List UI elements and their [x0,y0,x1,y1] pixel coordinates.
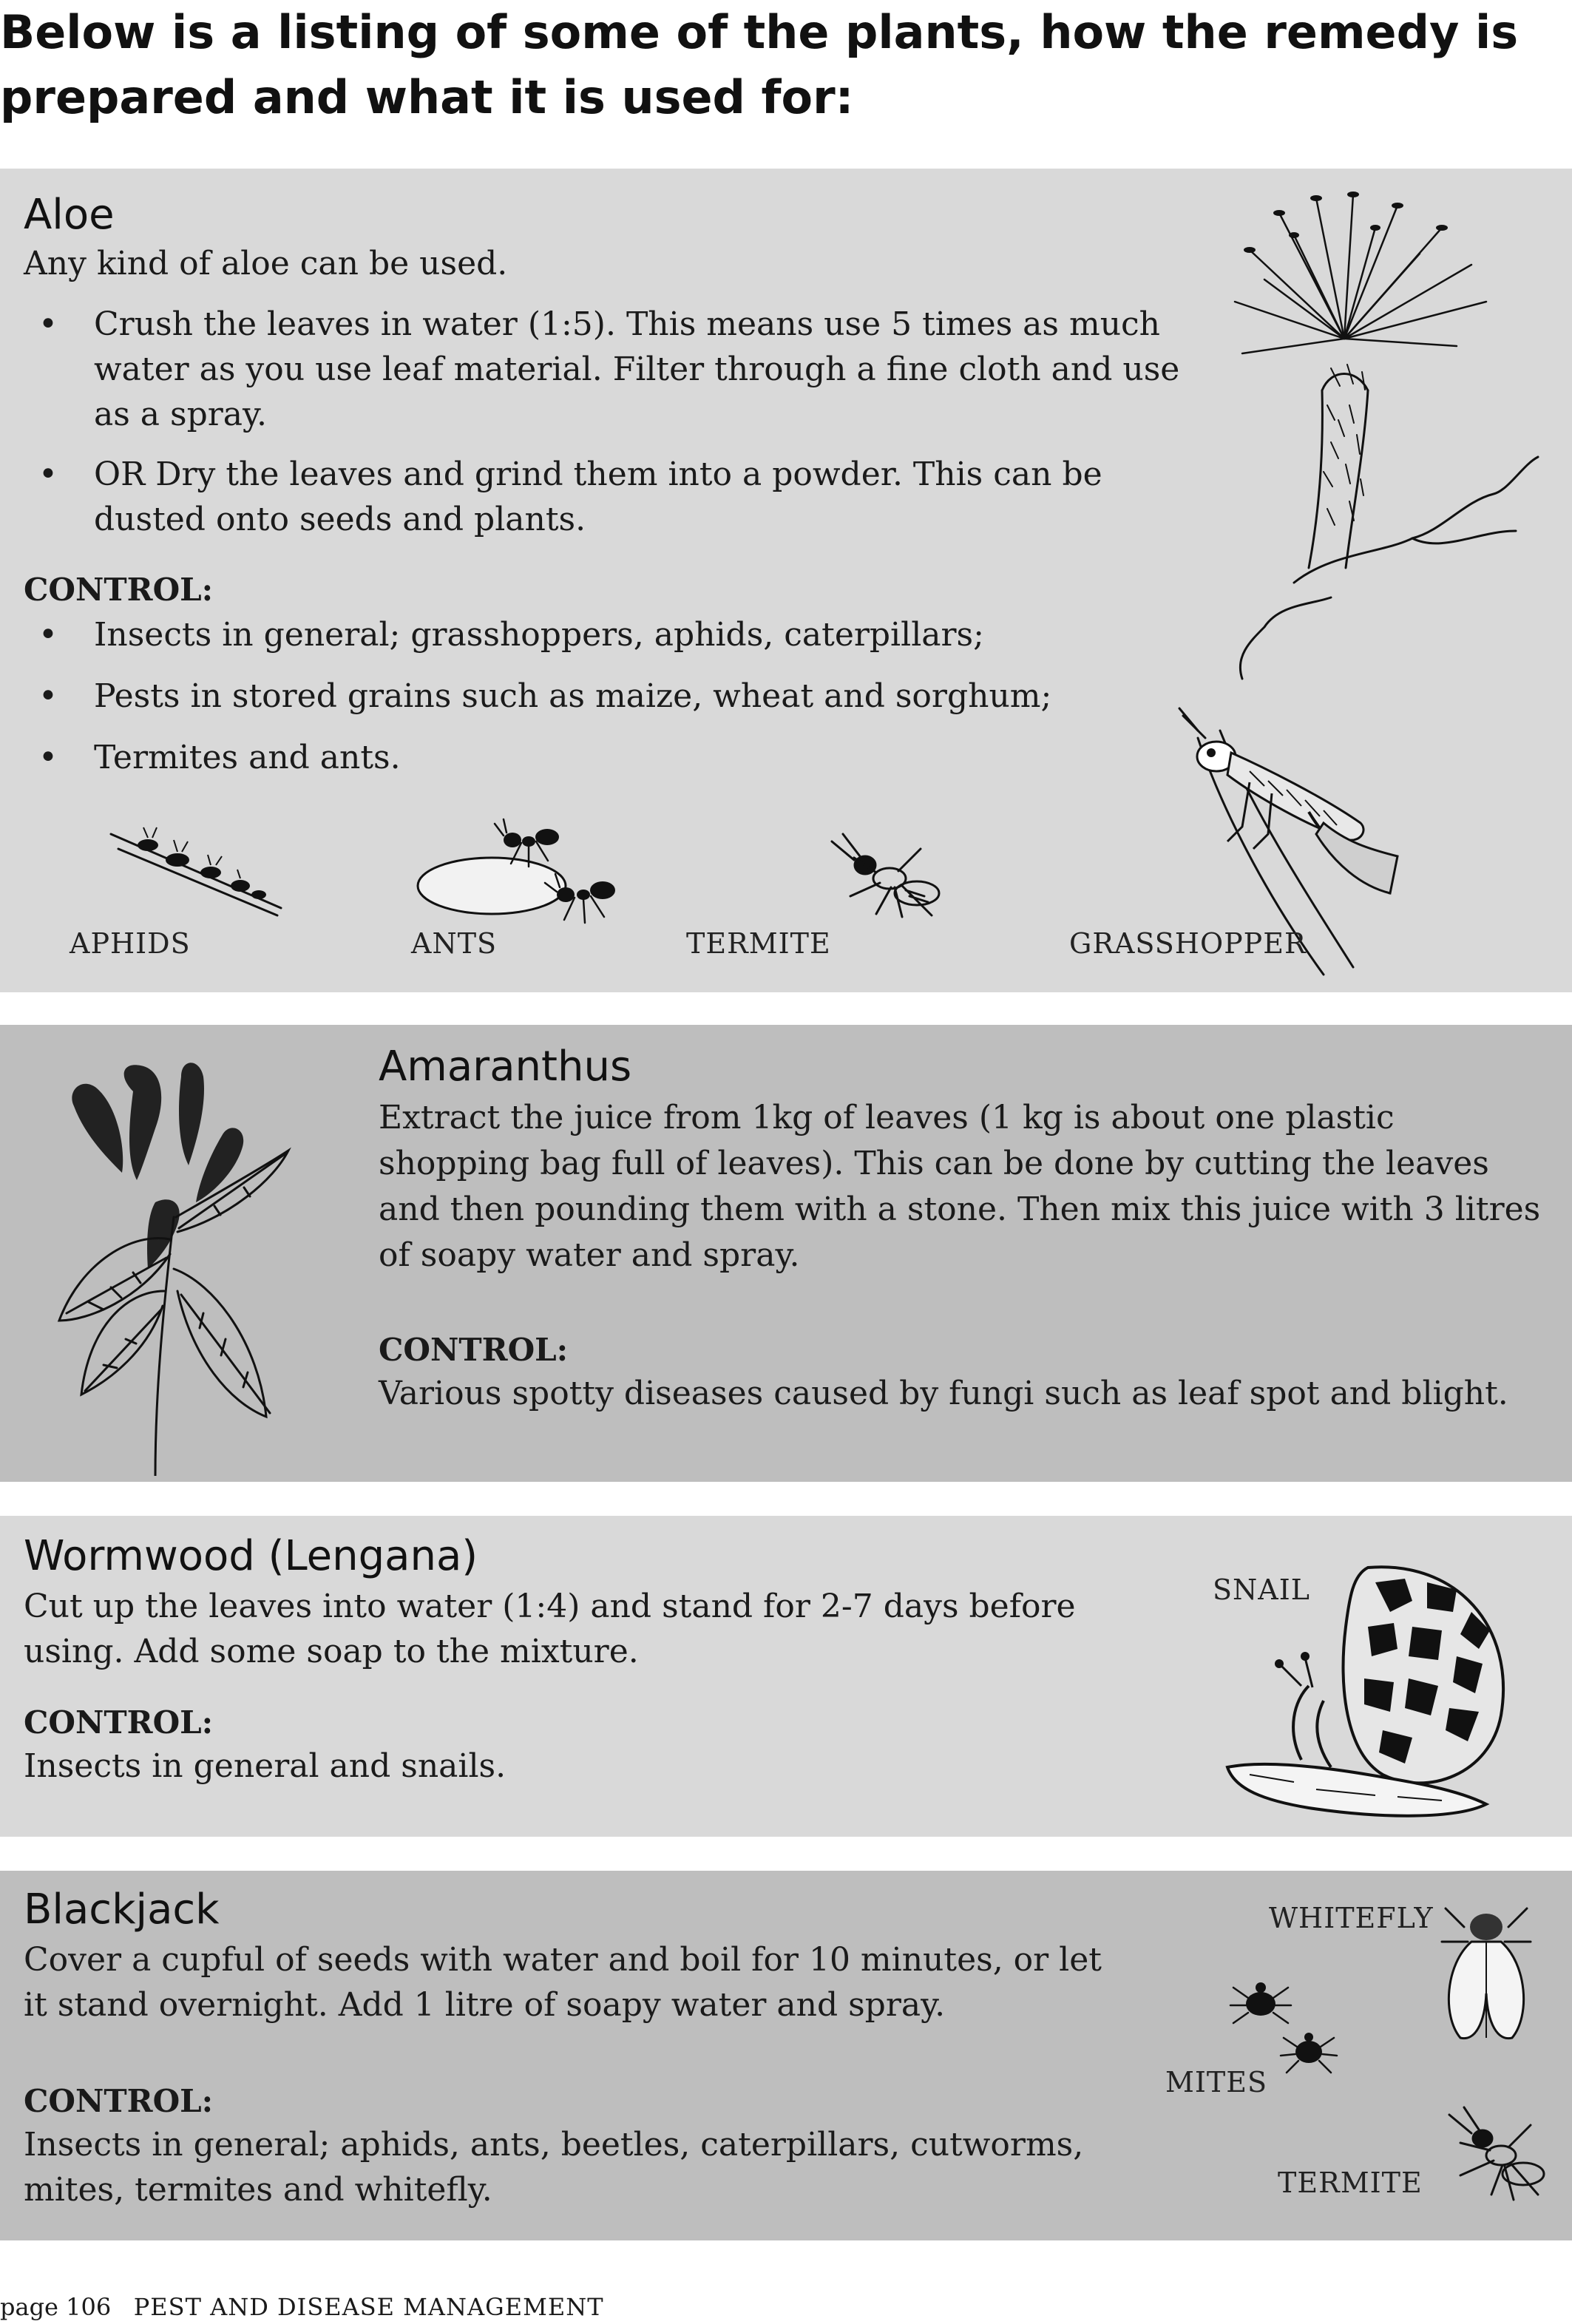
list-item: • Pests in stored grains such as maize, wheat and sorghum; [24,674,1133,719]
termite-caption-blackjack: TERMITE [1278,2167,1423,2199]
amaranthus-control-text: Various spotty diseases caused by fungi such as leaf spot and blight. [379,1375,1508,1412]
page-number: page 106 [0,2293,112,2321]
mites-caption: MITES [1165,2066,1268,2098]
ants-caption: ANTS [411,927,498,960]
blackjack-control-text: Insects in general; aphids, ants, beetles, caterpillars, cutworms, mites, termites and whitefly. [24,2126,1084,2209]
list-item: • Termites and ants. [24,735,1133,780]
page-footer [0,2292,604,2322]
termite-caption: TERMITE [686,927,831,960]
list-item: • Insects in general; grasshoppers, aphids, caterpillars; [24,612,1133,657]
page-heading: Below is a listing of some of the plants, how the remedy is prepared and what it is used for: [0,5,1519,124]
snail-icon [1220,1553,1531,1849]
aphids-caption: APHIDS [70,927,191,960]
aphids-icon [104,804,296,923]
aloe-title: Aloe [24,191,115,239]
aloe-control-list [24,612,1133,780]
termite-icon-blackjack [1420,2093,1553,2218]
wormwood-control-label: CONTROL: [24,1704,214,1741]
blackjack-title: Blackjack [24,1886,220,1934]
section-name: PEST AND DISEASE MANAGEMENT [133,2293,604,2321]
aloe-intro: Any kind of aloe can be used. [24,245,508,282]
blackjack-text: Cover a cupful of seeds with water and boil for 10 minutes, or let it stand overnight. Add 1 litre of soapy water and spray. [24,1941,1102,2024]
wormwood-section [0,1516,1572,1837]
amaranthus-text: Extract the juice from 1kg of leaves (1 kg is about one plastic shopping bag full of leaves). This can be done by cutting the leaves and then pounding them with a stone. Then mix this juice with 3 litres of soapy water and spray. [379,1099,1541,1274]
snail-caption: SNAIL [1213,1573,1310,1606]
aloe-section [0,169,1572,992]
amaranthus-section [0,1025,1572,1482]
amaranthus-title: Amaranthus [379,1043,632,1091]
wormwood-title: Wormwood (Lengana) [24,1532,478,1580]
amaranthus-control-label: CONTROL: [379,1332,569,1368]
blackjack-section [0,1871,1572,2240]
wormwood-text: Cut up the leaves into water (1:4) and stand for 2-7 days before using. Add some soap to the mixture. [24,1588,1076,1670]
whitefly-icon [1434,1897,1538,2045]
whitefly-caption: WHITEFLY [1269,1902,1434,1934]
blackjack-control-label: CONTROL: [24,2083,214,2119]
aloe-plant-icon [1220,183,1545,716]
list-item: • OR Dry the leaves and grind them into a powder. This can be dusted onto seeds and plants. [24,452,1222,542]
aloe-preparation-list [24,302,1222,542]
list-item: • Crush the leaves in water (1:5). This means use 5 times as much water as you use leaf material. Filter through a fine cloth and use as a spray. [24,302,1222,437]
wormwood-control-text: Insects in general and snails. [24,1747,507,1785]
grasshopper-caption: GRASSHOPPER [1069,927,1307,960]
ants-icon [403,812,632,930]
amaranthus-plant-icon [44,1047,311,1476]
mites-icon [1227,1967,1346,2093]
aloe-control-label: CONTROL: [24,572,214,608]
termite-icon [802,819,950,930]
